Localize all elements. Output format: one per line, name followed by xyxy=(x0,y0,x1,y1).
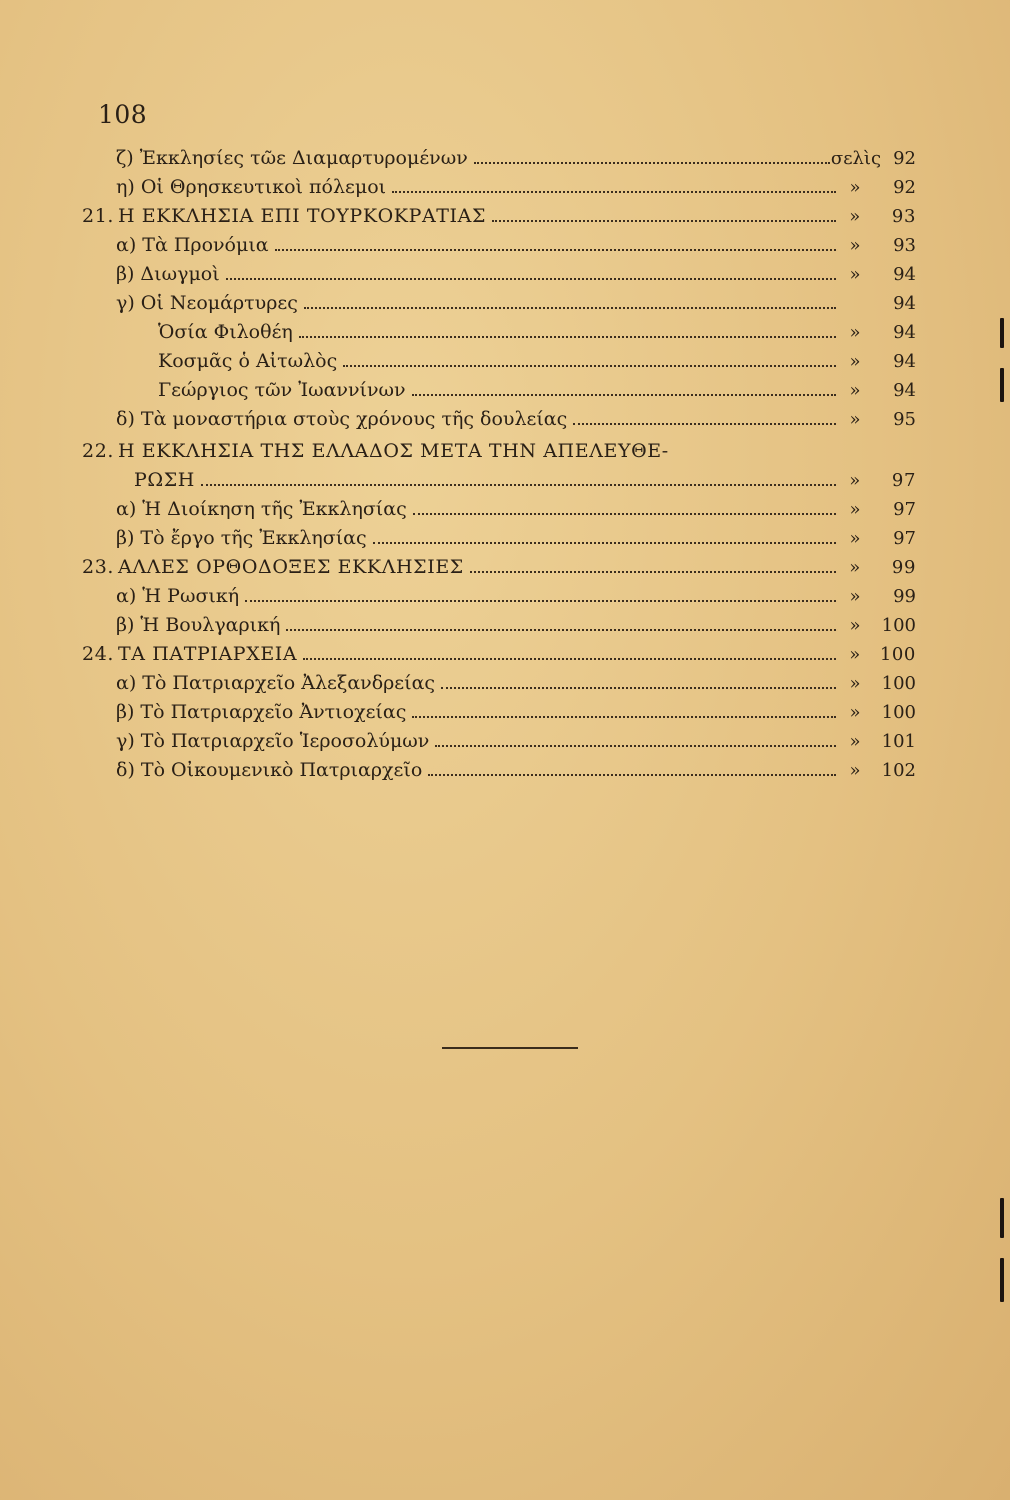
toc-entry xyxy=(116,755,916,785)
dot-leader xyxy=(435,723,836,747)
scan-edge-mark xyxy=(1000,318,1004,348)
toc-entry xyxy=(116,404,916,434)
toc-entry-title: γ) Οἱ Νεομάρτυρες xyxy=(116,292,298,314)
toc-section-title: Η ΕΚΚΛΗΣΙΑ ΤΗΣ ΕΛΛΑΔΟΣ ΜΕΤΑ ΤΗΝ ΑΠΕΛΕΥΘΕ- xyxy=(118,440,669,462)
toc-entry-title: α) Ἡ Διοίκηση τῆς Ἐκκλησίας xyxy=(116,498,407,520)
dot-leader xyxy=(303,636,836,660)
toc-entry-marker: » xyxy=(849,379,861,401)
toc-entry-marker: » xyxy=(849,585,861,607)
toc-entry-page: 93 xyxy=(893,234,916,256)
toc-entry-page: 93 xyxy=(891,205,916,227)
toc-entry-page: 92 xyxy=(893,147,916,169)
dot-leader xyxy=(304,285,836,309)
dot-leader xyxy=(245,578,836,602)
toc-entry-title: β) Τὸ ἔργο τῆς Ἐκκλησίας xyxy=(116,527,367,549)
toc-entry-page: 92 xyxy=(893,176,916,198)
toc-entry-title: Κοσμᾶς ὁ Αἰτωλὸς xyxy=(158,350,338,372)
toc-entry-title: η) Οἱ Θρησκευτικοὶ πόλεμοι xyxy=(116,176,387,198)
toc-entry-marker: » xyxy=(849,350,861,372)
toc-entry-title: Γεώργιος τῶν Ἰωαννίνων xyxy=(158,379,406,401)
toc-entry-marker: » xyxy=(849,176,861,198)
dot-leader xyxy=(373,520,836,544)
toc-section-number: 23. xyxy=(82,556,115,578)
toc-section-title: ΤΑ ΠΑΤΡΙΑΡΧΕΙΑ xyxy=(118,643,298,665)
toc-entry-page: 100 xyxy=(881,701,916,723)
end-rule xyxy=(442,1047,578,1049)
toc-entry-title: Ὁσία Φιλοθέη xyxy=(158,321,293,343)
dot-leader xyxy=(286,607,836,631)
toc-entry-page: 94 xyxy=(893,350,916,372)
toc-entry-page: 101 xyxy=(881,730,916,752)
toc-entry-marker: » xyxy=(849,527,861,549)
toc-entry-marker: » xyxy=(849,701,861,723)
toc-entry-marker: » xyxy=(849,205,861,227)
toc-entry-marker: » xyxy=(849,672,861,694)
toc-entry-page: 97 xyxy=(893,527,916,549)
dot-leader xyxy=(412,372,836,396)
toc-entry-page: 100 xyxy=(879,643,916,665)
toc-entry-title: β) Διωγμοὶ xyxy=(116,263,220,285)
toc-entry-title: α) Ἡ Ρωσική xyxy=(116,585,240,607)
toc-entry-page: 99 xyxy=(893,585,916,607)
dot-leader xyxy=(474,140,830,164)
toc-entry-marker: » xyxy=(849,263,861,285)
scan-edge-mark xyxy=(1000,1198,1004,1238)
toc-entry-page: 100 xyxy=(881,672,916,694)
toc-entry-page: 100 xyxy=(881,614,916,636)
dot-leader xyxy=(392,169,836,193)
dot-leader xyxy=(412,694,836,718)
dot-leader xyxy=(492,198,836,222)
toc-section-number: 24. xyxy=(82,643,115,665)
toc-section-title: ΑΛΛΕΣ ΟΡΘΟΔΟΞΕΣ ΕΚΚΛΗΣΙΕΣ xyxy=(118,556,464,578)
dot-leader xyxy=(573,401,836,425)
dot-leader xyxy=(275,227,836,251)
toc-entry-page: 99 xyxy=(891,556,916,578)
dot-leader xyxy=(226,256,836,280)
toc-entry-title: δ) Τὰ μοναστήρια στοὺς χρόνους τῆς δουλείας xyxy=(116,408,568,430)
toc-entry-marker: » xyxy=(849,614,861,636)
toc-entry-marker: » xyxy=(849,408,861,430)
toc-entry-marker: σελὶς xyxy=(830,147,882,169)
dot-leader xyxy=(343,343,836,367)
dot-leader xyxy=(441,665,836,689)
toc-entry-page: 94 xyxy=(893,379,916,401)
toc-entry-marker: » xyxy=(849,643,861,665)
page-number: 108 xyxy=(98,100,148,129)
toc-entry-title: δ) Τὸ Οἰκουμενικὸ Πατριαρχεῖο xyxy=(116,759,423,781)
toc-section-number: 21. xyxy=(82,205,115,227)
toc-entry-page: 97 xyxy=(891,469,916,491)
toc-entry-title: β) Τὸ Πατριαρχεῖο Ἀντιοχείας xyxy=(116,701,407,723)
toc-entry-title: ζ) Ἐκκλησίες τῶε Διαμαρτυρομένων xyxy=(116,147,468,169)
toc-entry-marker: » xyxy=(849,759,861,781)
toc-entry-marker: » xyxy=(849,469,861,491)
toc-entry-title: α) Τὸ Πατριαρχεῖο Ἀλεξανδρείας xyxy=(116,672,436,694)
toc-entry-page: 94 xyxy=(893,292,916,314)
dot-leader xyxy=(299,314,836,338)
toc-entry-marker: » xyxy=(849,730,861,752)
toc-entry-title: α) Τὰ Προνόμια xyxy=(116,234,269,256)
toc-entry-marker: » xyxy=(849,498,861,520)
toc-section-title: ΡΩΣΗ xyxy=(134,469,195,491)
toc-entry-page: 95 xyxy=(893,408,916,430)
scan-edge-mark xyxy=(1000,368,1004,402)
toc-entry-page: 94 xyxy=(893,263,916,285)
toc-entry-page: 94 xyxy=(893,321,916,343)
dot-leader xyxy=(201,462,836,486)
dot-leader xyxy=(413,491,836,515)
dot-leader xyxy=(470,549,836,573)
toc-entry-title: β) Ἡ Βουλγαρική xyxy=(116,614,281,636)
dot-leader xyxy=(428,752,836,776)
toc-entry-marker: » xyxy=(849,556,861,578)
toc-entry-marker: » xyxy=(849,321,861,343)
toc-entry-marker: » xyxy=(849,234,861,256)
toc-entry-page: 97 xyxy=(893,498,916,520)
toc-section-number: 22. xyxy=(82,440,115,462)
toc-entry-page: 102 xyxy=(881,759,916,781)
scan-edge-mark xyxy=(1000,1258,1004,1302)
toc-section-title: Η ΕΚΚΛΗΣΙΑ ΕΠΙ ΤΟΥΡΚΟΚΡΑΤΙΑΣ xyxy=(118,205,487,227)
toc-entry-title: γ) Τὸ Πατριαρχεῖο Ἱεροσολύμων xyxy=(116,730,430,752)
